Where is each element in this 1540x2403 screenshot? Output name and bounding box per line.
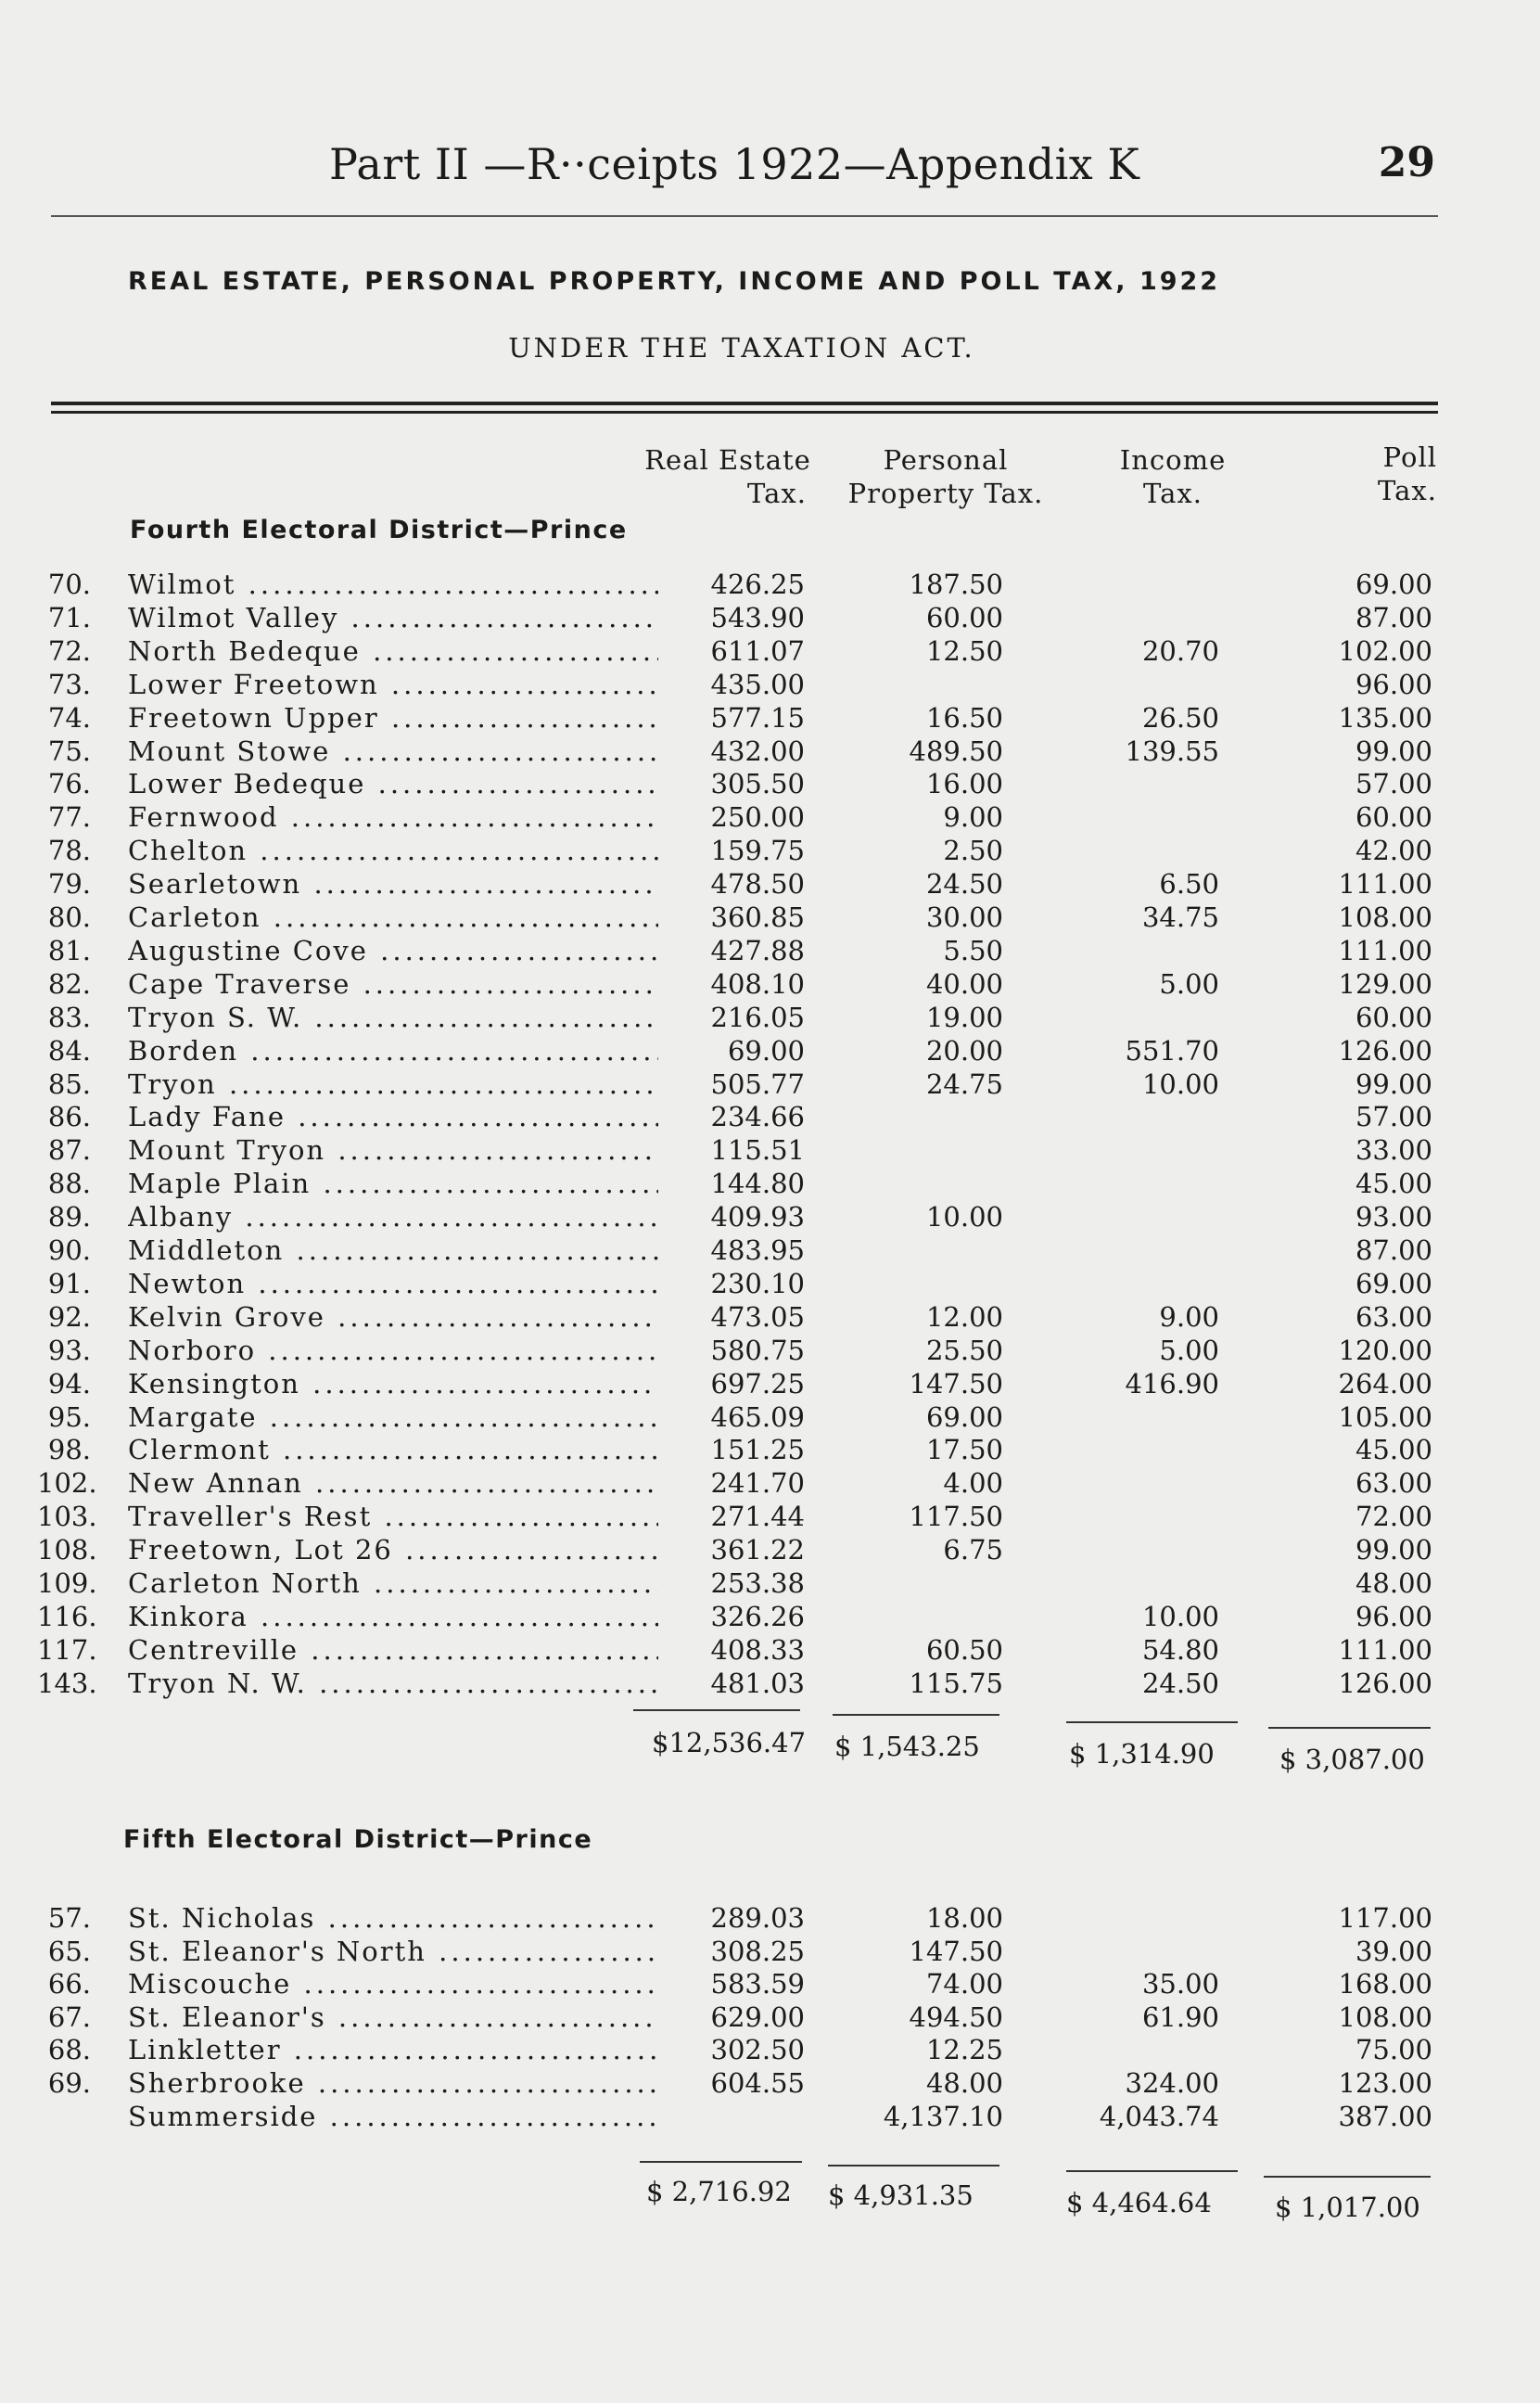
real-estate-tax: 159.75 [710, 835, 805, 866]
row-number: 117. [37, 1634, 97, 1666]
row-number: 70. [47, 569, 91, 600]
row-number: 143. [37, 1668, 97, 1699]
poll-tax: 105.00 [1338, 1401, 1432, 1433]
poll-tax: 48.00 [1355, 1567, 1432, 1599]
table-row [0, 1667, 1540, 1700]
page-header-title: Part II —R··ceipts 1922—Appendix K [329, 139, 1140, 189]
table-row [0, 1267, 1540, 1300]
locality-name: Wilmot ..... [128, 568, 658, 601]
locality-name: Tryon S. W. ..... [128, 1001, 658, 1034]
personal-property-tax: 4,137.10 [883, 2101, 1003, 2132]
income-tax: 9.00 [1159, 1301, 1219, 1333]
poll-tax: 99.00 [1355, 1068, 1432, 1100]
income-tax: 54.80 [1141, 1634, 1219, 1666]
table-row [0, 1334, 1540, 1367]
total-real-estate: $ 2,716.92 [646, 2176, 792, 2207]
personal-property-tax: 4.00 [943, 1467, 1003, 1499]
income-tax: 6.50 [1159, 868, 1219, 900]
locality-name: Summerside ..... [128, 2100, 658, 2133]
personal-property-tax: 40.00 [925, 968, 1003, 1000]
real-estate-tax: 629.00 [710, 2001, 805, 2033]
row-number: 74. [47, 702, 91, 734]
table-row [0, 1466, 1540, 1500]
poll-tax: 111.00 [1338, 868, 1432, 900]
personal-property-tax: 24.75 [925, 1068, 1003, 1100]
locality-name: Freetown Upper ..... [128, 701, 658, 735]
income-tax: 5.00 [1159, 968, 1219, 1000]
poll-tax: 87.00 [1355, 1234, 1432, 1266]
locality-name: Borden ..... [128, 1034, 658, 1067]
personal-property-tax: 12.25 [925, 2034, 1003, 2065]
locality-name: Middleton ..... [128, 1233, 658, 1267]
personal-property-tax: 2.50 [943, 835, 1003, 866]
real-estate-tax: 308.25 [710, 1936, 805, 1967]
locality-name: St. Eleanor's ..... [128, 2000, 658, 2034]
locality-name: Tryon ..... [128, 1067, 658, 1101]
table-row [0, 1600, 1540, 1633]
personal-property-tax: 115.75 [909, 1668, 1003, 1699]
real-estate-tax: 465.09 [710, 1401, 805, 1433]
real-estate-tax: 432.00 [710, 735, 805, 767]
income-tax: 24.50 [1141, 1668, 1219, 1699]
row-number: 89. [47, 1201, 91, 1233]
income-tax: 4,043.74 [1099, 2101, 1219, 2132]
sum-rule [1066, 2170, 1238, 2172]
locality-name: Fernwood ..... [128, 800, 658, 834]
row-number: 78. [47, 835, 91, 866]
table-row [0, 1935, 1540, 1968]
row-number: 81. [47, 935, 91, 966]
table-row [0, 1633, 1540, 1667]
personal-property-tax: 17.50 [925, 1434, 1003, 1465]
poll-tax: 42.00 [1355, 835, 1432, 866]
personal-property-tax: 48.00 [925, 2067, 1003, 2099]
personal-property-tax: 117.50 [909, 1501, 1003, 1532]
table-subtitle: UNDER THE TAXATION ACT. [508, 332, 975, 364]
table-row [0, 1533, 1540, 1566]
row-number: 90. [47, 1234, 91, 1266]
personal-property-tax: 10.00 [925, 1201, 1003, 1233]
locality-name: Miscouche ..... [128, 1967, 658, 2000]
locality-name: Linkletter ..... [128, 2033, 658, 2066]
sum-rule [1264, 2176, 1431, 2178]
sum-rule [833, 1714, 999, 1716]
row-number: 72. [47, 635, 91, 667]
poll-tax: 126.00 [1338, 1668, 1432, 1699]
poll-tax: 63.00 [1355, 1301, 1432, 1333]
poll-tax: 135.00 [1338, 702, 1432, 734]
personal-property-tax: 69.00 [925, 1401, 1003, 1433]
table-row [0, 834, 1540, 867]
real-estate-tax: 604.55 [710, 2067, 805, 2099]
real-estate-tax: 583.59 [710, 1968, 805, 2000]
personal-property-tax: 24.50 [925, 868, 1003, 900]
real-estate-tax: 360.85 [710, 901, 805, 933]
poll-tax: 69.00 [1355, 569, 1432, 600]
col-header-income-line1: Income [1119, 444, 1227, 476]
table-title: REAL ESTATE, PERSONAL PROPERTY, INCOME AND POLL TAX, 1922 [128, 267, 1221, 296]
locality-name: Maple Plain ..... [128, 1167, 658, 1200]
col-header-personal-line2: Property Tax. [847, 478, 1044, 509]
table-row [0, 1367, 1540, 1400]
row-number: 66. [47, 1968, 91, 2000]
real-estate-tax: 151.25 [710, 1434, 805, 1465]
real-estate-tax: 408.10 [710, 968, 805, 1000]
income-tax: 61.90 [1141, 2001, 1219, 2033]
total-personal: $ 4,931.35 [828, 2179, 974, 2211]
table-row [0, 1433, 1540, 1466]
real-estate-tax: 481.03 [710, 1668, 805, 1699]
locality-name: Traveller's Rest ..... [128, 1500, 658, 1533]
row-number: 95. [47, 1401, 91, 1433]
table-row [0, 1001, 1540, 1034]
poll-tax: 87.00 [1355, 602, 1432, 633]
real-estate-tax: 305.50 [710, 768, 805, 799]
personal-property-tax: 30.00 [925, 901, 1003, 933]
row-number: 85. [47, 1068, 91, 1100]
income-tax: 10.00 [1141, 1068, 1219, 1100]
personal-property-tax: 19.00 [925, 1002, 1003, 1033]
personal-property-tax: 489.50 [909, 735, 1003, 767]
table-row [0, 1034, 1540, 1067]
income-tax: 10.00 [1141, 1601, 1219, 1632]
real-estate-tax: 409.93 [710, 1201, 805, 1233]
locality-name: Lower Bedeque ..... [128, 767, 658, 800]
personal-property-tax: 9.00 [943, 801, 1003, 833]
row-number: 73. [47, 669, 91, 700]
sum-rule [828, 2165, 999, 2167]
poll-tax: 108.00 [1338, 2001, 1432, 2033]
real-estate-tax: 697.25 [710, 1368, 805, 1400]
col-header-poll-line2: Tax. [1378, 475, 1437, 506]
locality-name: Searletown ..... [128, 867, 658, 901]
real-estate-tax: 234.66 [710, 1101, 805, 1132]
income-tax: 5.00 [1159, 1335, 1219, 1366]
poll-tax: 129.00 [1338, 968, 1432, 1000]
locality-name: Margate ..... [128, 1400, 658, 1434]
poll-tax: 93.00 [1355, 1201, 1432, 1233]
poll-tax: 57.00 [1355, 768, 1432, 799]
poll-tax: 33.00 [1355, 1134, 1432, 1166]
table-row [0, 1233, 1540, 1267]
poll-tax: 264.00 [1338, 1368, 1432, 1400]
header-rule [51, 215, 1438, 217]
locality-name: Kensington ..... [128, 1367, 658, 1400]
row-number: 82. [47, 968, 91, 1000]
income-tax: 416.90 [1125, 1368, 1219, 1400]
row-number: 88. [47, 1168, 91, 1199]
poll-tax: 117.00 [1338, 1902, 1432, 1934]
personal-property-tax: 74.00 [925, 1968, 1003, 2000]
col-header-real-estate-line2: Tax. [747, 478, 807, 509]
locality-name: Chelton ..... [128, 834, 658, 867]
real-estate-tax: 69.00 [727, 1035, 805, 1067]
personal-property-tax: 494.50 [909, 2001, 1003, 2033]
real-estate-tax: 505.77 [710, 1068, 805, 1100]
real-estate-tax: 478.50 [710, 868, 805, 900]
locality-name: Sherbrooke ..... [128, 2066, 658, 2100]
real-estate-tax: 435.00 [710, 669, 805, 700]
poll-tax: 75.00 [1355, 2034, 1432, 2065]
real-estate-tax: 611.07 [710, 635, 805, 667]
double-rule-top [51, 402, 1438, 405]
table-row [0, 2100, 1540, 2133]
table-row [0, 901, 1540, 934]
poll-tax: 60.00 [1355, 1002, 1432, 1033]
poll-tax: 99.00 [1355, 1534, 1432, 1566]
row-number: 71. [47, 602, 91, 633]
locality-name: Newton ..... [128, 1267, 658, 1300]
poll-tax: 111.00 [1338, 935, 1432, 966]
real-estate-tax: 577.15 [710, 702, 805, 734]
table-row [0, 1200, 1540, 1233]
row-number: 84. [47, 1035, 91, 1067]
district-heading-fifth: Fifth Electoral District—Prince [123, 1825, 593, 1854]
sum-rule [1268, 1727, 1431, 1729]
locality-name: Kinkora ..... [128, 1600, 658, 1633]
row-number: 108. [37, 1534, 97, 1566]
real-estate-tax: 241.70 [710, 1467, 805, 1499]
real-estate-tax: 271.44 [710, 1501, 805, 1532]
table-row [0, 1300, 1540, 1334]
row-number: 67. [47, 2001, 91, 2033]
poll-tax: 45.00 [1355, 1168, 1432, 1199]
real-estate-tax: 230.10 [710, 1268, 805, 1299]
poll-tax: 102.00 [1338, 635, 1432, 667]
col-header-income-line2: Tax. [1143, 478, 1203, 509]
district-heading-fourth: Fourth Electoral District—Prince [130, 516, 628, 544]
table-row [0, 1566, 1540, 1600]
poll-tax: 96.00 [1355, 1601, 1432, 1632]
locality-name: Augustine Cove ..... [128, 934, 658, 967]
table-row [0, 634, 1540, 668]
poll-tax: 111.00 [1338, 1634, 1432, 1666]
locality-name: New Annan ..... [128, 1466, 658, 1500]
poll-tax: 69.00 [1355, 1268, 1432, 1299]
table-row [0, 668, 1540, 701]
locality-name: Clermont ..... [128, 1433, 658, 1466]
real-estate-tax: 250.00 [710, 801, 805, 833]
real-estate-tax: 115.51 [710, 1134, 805, 1166]
row-number: 91. [47, 1268, 91, 1299]
col-header-personal [834, 443, 1057, 510]
income-tax: 139.55 [1125, 735, 1219, 767]
table-row [0, 1901, 1540, 1935]
total-income: $ 4,464.64 [1066, 2187, 1212, 2218]
row-number: 68. [47, 2034, 91, 2065]
real-estate-tax: 408.33 [710, 1634, 805, 1666]
sum-rule [1066, 1721, 1238, 1723]
total-personal: $ 1,543.25 [834, 1731, 980, 1762]
locality-name: Centreville ..... [128, 1633, 658, 1667]
table-row [0, 867, 1540, 901]
row-number: 94. [47, 1368, 91, 1400]
personal-property-tax: 25.50 [925, 1335, 1003, 1366]
real-estate-tax: 473.05 [710, 1301, 805, 1333]
locality-name: Wilmot Valley ..... [128, 601, 658, 634]
income-tax: 551.70 [1125, 1035, 1219, 1067]
col-header-poll [1335, 441, 1437, 507]
income-tax: 35.00 [1141, 1968, 1219, 2000]
poll-tax: 39.00 [1355, 1936, 1432, 1967]
personal-property-tax: 6.75 [943, 1534, 1003, 1566]
real-estate-tax: 216.05 [710, 1002, 805, 1033]
income-tax: 324.00 [1125, 2067, 1219, 2099]
poll-tax: 108.00 [1338, 901, 1432, 933]
col-header-poll-line1: Poll [1382, 441, 1437, 473]
poll-tax: 123.00 [1338, 2067, 1432, 2099]
personal-property-tax: 147.50 [909, 1368, 1003, 1400]
locality-name: St. Nicholas ..... [128, 1901, 658, 1935]
row-number: 57. [47, 1902, 91, 1934]
poll-tax: 126.00 [1338, 1035, 1432, 1067]
real-estate-tax: 326.26 [710, 1601, 805, 1632]
personal-property-tax: 20.00 [925, 1035, 1003, 1067]
locality-name: Albany ..... [128, 1200, 658, 1233]
table-row [0, 1500, 1540, 1533]
locality-name: Carleton North ..... [128, 1566, 658, 1600]
table-row [0, 1133, 1540, 1167]
row-number: 69. [47, 2067, 91, 2099]
col-header-real-estate-line1: Real Estate [644, 444, 811, 476]
locality-name: Mount Stowe ..... [128, 735, 658, 768]
locality-name: North Bedeque ..... [128, 634, 658, 668]
table-row [0, 568, 1540, 601]
total-real-estate: $12,536.47 [652, 1727, 807, 1758]
row-number: 92. [47, 1301, 91, 1333]
locality-name: Lower Freetown ..... [128, 668, 658, 701]
locality-name: Norboro ..... [128, 1334, 658, 1367]
locality-name: Lady Fane ..... [128, 1100, 658, 1133]
poll-tax: 72.00 [1355, 1501, 1432, 1532]
table-row [0, 1400, 1540, 1434]
page-number: 29 [1378, 139, 1435, 186]
real-estate-tax: 580.75 [710, 1335, 805, 1366]
table-row [0, 1100, 1540, 1133]
table-row [0, 2000, 1540, 2034]
table-row [0, 1067, 1540, 1101]
total-poll: $ 3,087.00 [1279, 1744, 1425, 1775]
locality-name: Cape Traverse ..... [128, 967, 658, 1001]
table-row [0, 967, 1540, 1001]
row-number: 65. [47, 1936, 91, 1967]
real-estate-tax: 543.90 [710, 602, 805, 633]
row-number: 80. [47, 901, 91, 933]
row-number: 83. [47, 1002, 91, 1033]
locality-name: Mount Tryon ..... [128, 1133, 658, 1167]
row-number: 86. [47, 1101, 91, 1132]
row-number: 77. [47, 801, 91, 833]
double-rule-bottom [51, 411, 1438, 414]
locality-name: Kelvin Grove ..... [128, 1300, 658, 1334]
real-estate-tax: 483.95 [710, 1234, 805, 1266]
poll-tax: 96.00 [1355, 669, 1432, 700]
poll-tax: 63.00 [1355, 1467, 1432, 1499]
real-estate-tax: 253.38 [710, 1567, 805, 1599]
personal-property-tax: 16.00 [925, 768, 1003, 799]
personal-property-tax: 12.50 [925, 635, 1003, 667]
row-number: 103. [37, 1501, 97, 1532]
poll-tax: 57.00 [1355, 1101, 1432, 1132]
sum-rule [633, 1709, 800, 1711]
col-header-income [1103, 443, 1242, 510]
personal-property-tax: 5.50 [943, 935, 1003, 966]
personal-property-tax: 147.50 [909, 1936, 1003, 1967]
locality-name: Carleton ..... [128, 901, 658, 934]
table-row [0, 1167, 1540, 1200]
locality-name: St. Eleanor's North ..... [128, 1935, 658, 1968]
table-row [0, 735, 1540, 768]
income-tax: 34.75 [1141, 901, 1219, 933]
row-number: 87. [47, 1134, 91, 1166]
row-number: 102. [37, 1467, 97, 1499]
sum-rule [640, 2161, 802, 2163]
table-row [0, 1967, 1540, 2000]
row-number: 93. [47, 1335, 91, 1366]
table-row [0, 934, 1540, 967]
col-header-real-estate [630, 443, 825, 510]
row-number: 98. [47, 1434, 91, 1465]
locality-name: Freetown, Lot 26 ..... [128, 1533, 658, 1566]
real-estate-tax: 361.22 [710, 1534, 805, 1566]
real-estate-tax: 302.50 [710, 2034, 805, 2065]
table-row [0, 767, 1540, 800]
total-income: $ 1,314.90 [1069, 1738, 1215, 1770]
row-number: 75. [47, 735, 91, 767]
poll-tax: 60.00 [1355, 801, 1432, 833]
row-number: 79. [47, 868, 91, 900]
personal-property-tax: 12.00 [925, 1301, 1003, 1333]
poll-tax: 45.00 [1355, 1434, 1432, 1465]
col-header-personal-line1: Personal [883, 444, 1009, 476]
poll-tax: 120.00 [1338, 1335, 1432, 1366]
table-row [0, 800, 1540, 834]
real-estate-tax: 289.03 [710, 1902, 805, 1934]
personal-property-tax: 187.50 [909, 569, 1003, 600]
real-estate-tax: 426.25 [710, 569, 805, 600]
table-row [0, 2033, 1540, 2066]
row-number: 116. [37, 1601, 97, 1632]
table-row [0, 601, 1540, 634]
income-tax: 26.50 [1141, 702, 1219, 734]
poll-tax: 99.00 [1355, 735, 1432, 767]
table-row [0, 2066, 1540, 2100]
income-tax: 20.70 [1141, 635, 1219, 667]
personal-property-tax: 18.00 [925, 1902, 1003, 1934]
real-estate-tax: 427.88 [710, 935, 805, 966]
locality-name: Tryon N. W. ..... [128, 1667, 658, 1700]
personal-property-tax: 16.50 [925, 702, 1003, 734]
poll-tax: 387.00 [1338, 2101, 1432, 2132]
personal-property-tax: 60.00 [925, 602, 1003, 633]
table-row [0, 701, 1540, 735]
row-number: 109. [37, 1567, 97, 1599]
personal-property-tax: 60.50 [925, 1634, 1003, 1666]
poll-tax: 168.00 [1338, 1968, 1432, 2000]
real-estate-tax: 144.80 [710, 1168, 805, 1199]
row-number: 76. [47, 768, 91, 799]
total-poll: $ 1,017.00 [1275, 2192, 1420, 2223]
